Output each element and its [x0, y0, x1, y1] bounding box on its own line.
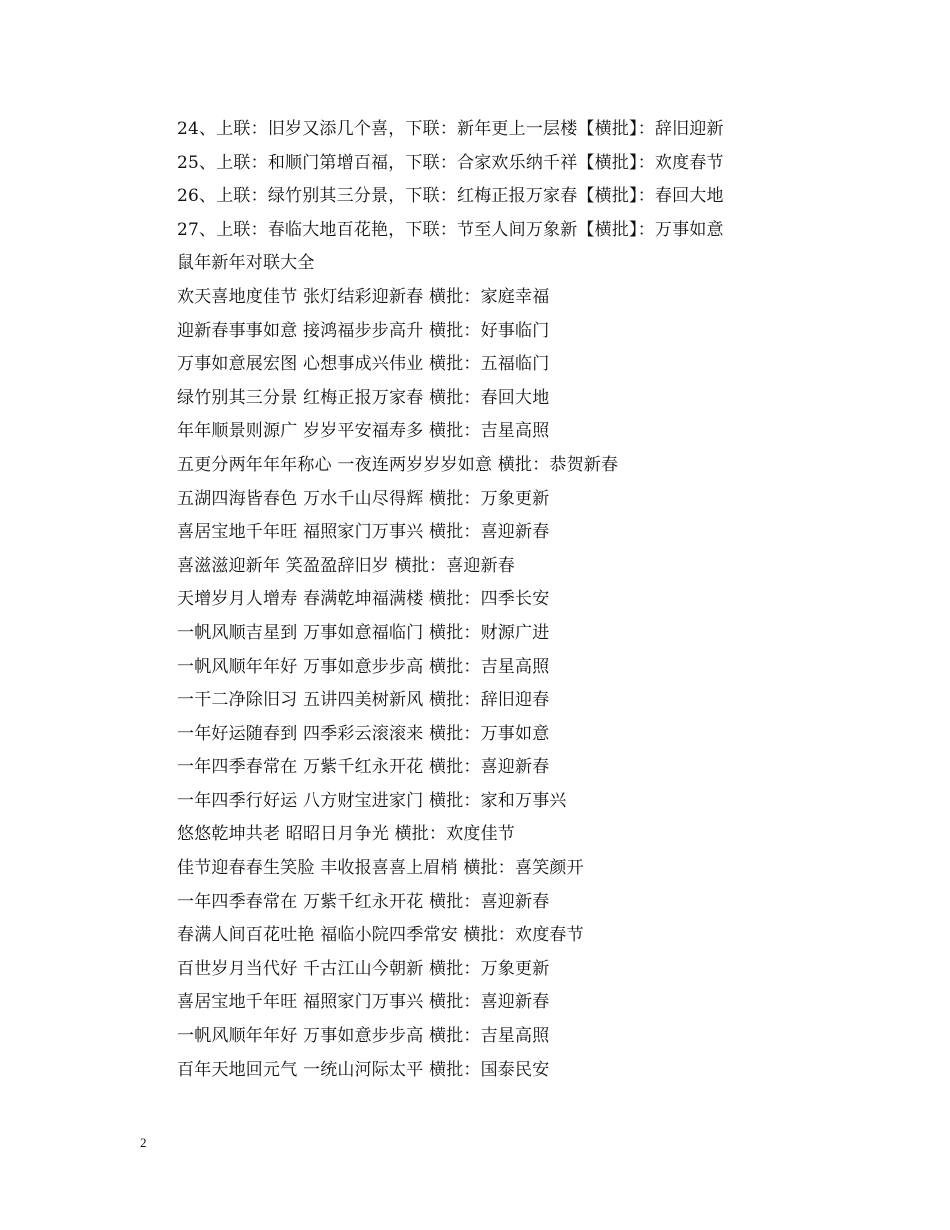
document-body [177, 113, 787, 1087]
text-line: 26、上联：绿竹别其三分景，下联：红梅正报万家春【横批】：春回大地 [177, 186, 724, 207]
text-line: 一年好运随春到 四季彩云滚滚来 横批：万事如意 [177, 723, 550, 744]
text-line: 一干二净除旧习 五讲四美树新风 横批：辞旧迎春 [177, 690, 550, 711]
page-number: 2 [140, 1135, 147, 1150]
text-line: 万事如意展宏图 心想事成兴伟业 横批：五福临门 [177, 354, 550, 375]
section-heading: 鼠年新年对联大全 [177, 253, 315, 274]
text-line: 一年四季春常在 万紫千红永开花 横批：喜迎新春 [177, 891, 550, 912]
text-line: 喜滋滋迎新年 笑盈盈辞旧岁 横批：喜迎新春 [177, 555, 516, 576]
text-line: 欢天喜地度佳节 张灯结彩迎新春 横批：家庭幸福 [177, 286, 550, 307]
text-line: 喜居宝地千年旺 福照家门万事兴 横批：喜迎新春 [177, 522, 550, 543]
text-line: 一帆风顺年年好 万事如意步步高 横批：吉星高照 [177, 656, 550, 677]
text-line: 五湖四海皆春色 万水千山尽得辉 横批：万象更新 [177, 488, 550, 509]
text-line: 一帆风顺吉星到 万事如意福临门 横批：财源广进 [177, 622, 550, 643]
text-line: 春满人间百花吐艳 福临小院四季常安 横批：欢度春节 [177, 925, 584, 946]
text-line: 年年顺景则源广 岁岁平安福寿多 横批：吉星高照 [177, 421, 550, 442]
text-line: 一年四季行好运 八方财宝进家门 横批：家和万事兴 [177, 790, 567, 811]
text-line: 佳节迎春春生笑脸 丰收报喜喜上眉梢 横批：喜笑颜开 [177, 858, 584, 879]
text-line: 百世岁月当代好 千古江山今朝新 横批：万象更新 [177, 958, 550, 979]
text-line: 25、上联：和顺门第增百福，下联：合家欢乐纳千祥【横批】：欢度春节 [177, 152, 724, 173]
text-line: 一帆风顺年年好 万事如意步步高 横批：吉星高照 [177, 1026, 550, 1047]
text-line: 一年四季春常在 万紫千红永开花 横批：喜迎新春 [177, 757, 550, 778]
text-line: 喜居宝地千年旺 福照家门万事兴 横批：喜迎新春 [177, 992, 550, 1013]
text-line: 悠悠乾坤共老 昭昭日月争光 横批：欢度佳节 [177, 824, 516, 845]
text-line: 27、上联：春临大地百花艳，下联：节至人间万象新【横批】：万事如意 [177, 219, 724, 240]
text-line: 天增岁月人增寿 春满乾坤福满楼 横批：四季长安 [177, 589, 550, 610]
text-line: 五更分两年年年称心 一夜连两岁岁岁如意 横批：恭贺新春 [177, 454, 619, 475]
text-line: 24、上联：旧岁又添几个喜，下联：新年更上一层楼【横批】：辞旧迎新 [177, 119, 724, 139]
text-line: 百年天地回元气 一统山河际太平 横批：国泰民安 [177, 1059, 550, 1080]
text-line: 绿竹别其三分景 红梅正报万家春 横批：春回大地 [177, 387, 550, 408]
text-line: 迎新春事事如意 接鸿福步步高升 横批：好事临门 [177, 320, 550, 341]
